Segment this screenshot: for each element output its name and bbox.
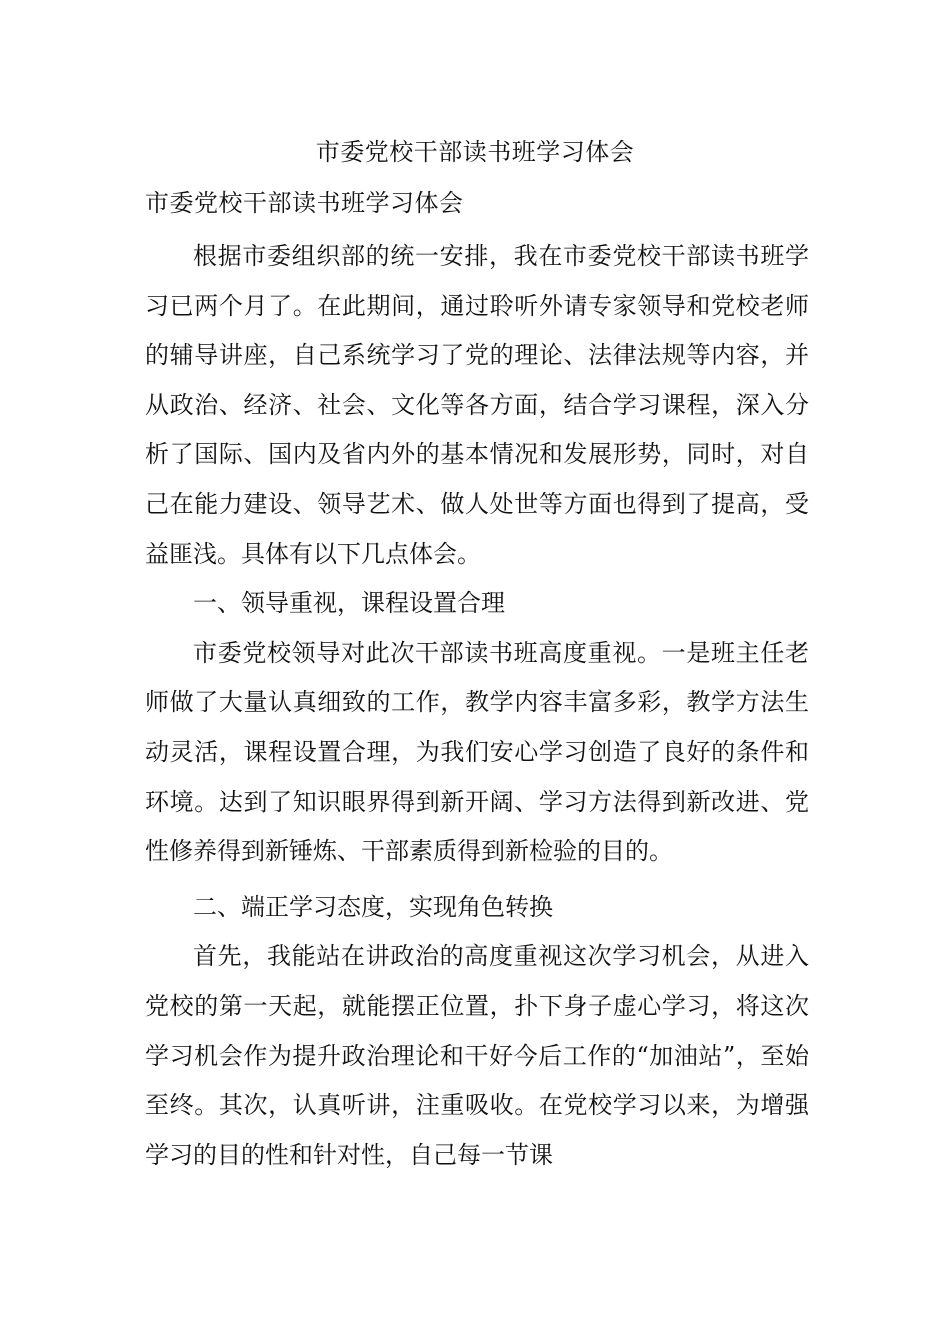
paragraph-section-2: 首先，我能站在讲政治的高度重视这次学习机会，从进入党校的第一天起，就能摆正位置，扑下身子虚心学习，将这次学习机会作为提升政治理论和干好今后工作的“加油站”，至始至终。其次，认真听讲，注重吸收。在党校学习以来，为增强学习的目的性和针对性，自己每一节课: [145, 942, 809, 1169]
document-body: [145, 232, 809, 1180]
document-title: 市委党校干部读书班学习体会: [315, 138, 635, 166]
document-subtitle: 市委党校干部读书班学习体会: [145, 189, 464, 217]
section-heading-2: 二、端正学习态度，实现角色转换: [193, 892, 553, 921]
paragraph-intro: 根据市委组织部的统一安排，我在市委党校干部读书班学习已两个月了。在此期间，通过聆听外请专家领导和党校老师的辅导讲座，自己系统学习了党的理论、法律法规等内容，并从政治、经济、社会、文化等各方面，结合学习课程，深入分析了国际、国内及省内外的基本情况和发展形势，同时，对自己在能力建设、领导艺术、做人处世等方面也得到了提高，受益匪浅。具体有以下几点体会。: [145, 242, 809, 568]
paragraph-section-1: 市委党校领导对此次干部读书班高度重视。一是班主任老师做了大量认真细致的工作，教学内容丰富多彩，教学方法生动灵活，课程设置合理，为我们安心学习创造了良好的条件和环境。达到了知识眼界得到新开阔、学习方法得到新改进、党性修养得到新锤炼、干部素质得到新检验的目的。: [145, 638, 809, 866]
section-heading-1: 一、领导重视，课程设置合理: [193, 589, 505, 618]
